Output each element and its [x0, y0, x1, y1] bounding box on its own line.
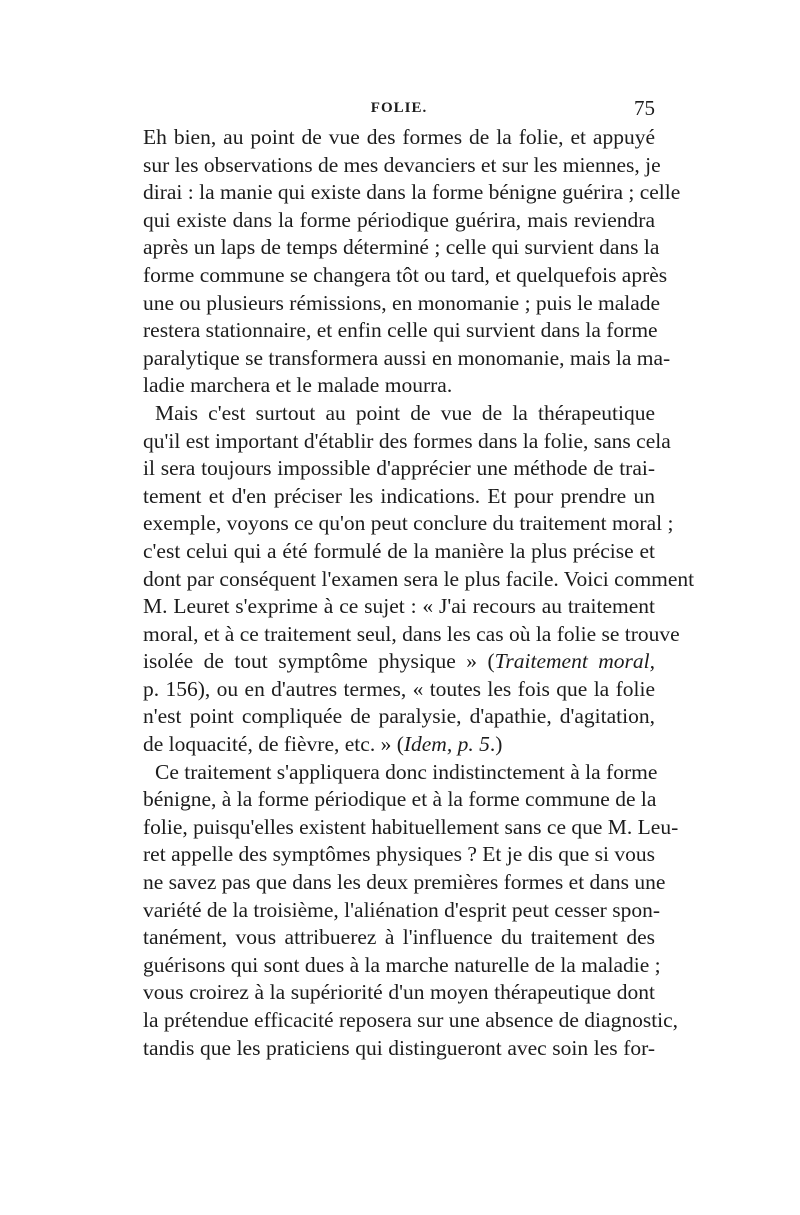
text-line: tement et d'en préciser les indications. Et pour prendre un	[143, 483, 655, 508]
text-line: dirai : la manie qui existe dans la forme bénigne guérira ; celle	[143, 180, 681, 205]
text-line: exemple, voyons ce qu'on peut conclure du traitement moral ;	[143, 511, 674, 536]
text-line	[143, 731, 655, 759]
text-line: il sera toujours impossible d'apprécier une méthode de trai-	[143, 456, 655, 481]
text-line: ne savez pas que dans les deux premières formes et dans une	[143, 870, 666, 895]
text-line: qu'il est important d'établir des formes dans la folie, sans cela	[143, 428, 671, 453]
text-line: variété de la troisième, l'aliénation d'esprit peut cesser spon-	[143, 897, 660, 922]
body-text	[143, 124, 695, 1062]
running-title: FOLIE.	[370, 100, 428, 116]
running-head	[143, 98, 655, 122]
text-segment: isolée de tout symptôme physique » (	[143, 649, 495, 674]
text-line: guérisons qui sont dues à la marche naturelle de la maladie ;	[143, 952, 661, 977]
text-line: une ou plusieurs rémissions, en monomanie ; puis le malade	[143, 290, 661, 315]
text-line: Mais c'est surtout au point de vue de la thérapeutique	[155, 400, 655, 425]
text-line: Eh bien, au point de vue des formes de la folie, et appuyé	[143, 125, 655, 149]
citation-italic: Traitement moral,	[494, 649, 655, 674]
text-line: c'est celui qui a été formulé de la manière la plus précise et	[143, 538, 655, 563]
text-line: ladie marchera et le malade mourra.	[143, 373, 453, 398]
text-line: restera stationnaire, et enfin celle qui survient dans la forme	[143, 318, 658, 343]
text-line: moral, et à ce traitement seul, dans les cas où la folie se trouve	[143, 621, 680, 646]
text-segment: de loquacité, de fièvre, etc. » (	[143, 732, 404, 757]
text-line: Ce traitement s'appliquera donc indistinctement à la forme	[155, 759, 658, 784]
text-line: p. 156), ou en d'autres termes, « toutes les fois que la folie	[143, 676, 655, 701]
text-line: folie, puisqu'elles existent habituellement sans ce que M. Leu-	[143, 814, 679, 839]
text-segment: .)	[489, 732, 503, 757]
text-line: forme commune se changera tôt ou tard, et quelquefois après	[143, 262, 668, 287]
text-line: ret appelle des symptômes physiques ? Et je dis que si vous	[143, 842, 655, 867]
text-line: tanément, vous attribuerez à l'influence du traitement des	[143, 925, 655, 950]
text-line: sur les observations de mes devanciers et sur les miennes, je	[143, 152, 661, 177]
text-line: M. Leuret s'exprime à ce sujet : « J'ai recours au traitement	[143, 594, 655, 619]
text-line: tandis que les praticiens qui distingueront avec soin les for-	[143, 1035, 655, 1060]
text-line: vous croirez à la supériorité d'un moyen thérapeutique dont	[143, 980, 655, 1005]
citation-italic: Idem, p. 5	[403, 732, 490, 757]
text-line	[143, 648, 655, 676]
text-line: bénigne, à la forme périodique et à la forme commune de la	[143, 787, 657, 812]
text-line: paralytique se transformera aussi en monomanie, mais la ma-	[143, 345, 671, 370]
text-line: qui existe dans la forme périodique guérira, mais reviendra	[143, 207, 655, 232]
text-line: dont par conséquent l'examen sera le plus facile. Voici comment	[143, 566, 695, 591]
page-number: 75	[634, 96, 655, 120]
text-line: n'est point compliquée de paralysie, d'apathie, d'agitation,	[143, 704, 655, 729]
text-line: après un laps de temps déterminé ; celle qui survient dans la	[143, 235, 660, 260]
text-line: la prétendue efficacité reposera sur une absence de diagnostic,	[143, 1008, 679, 1032]
